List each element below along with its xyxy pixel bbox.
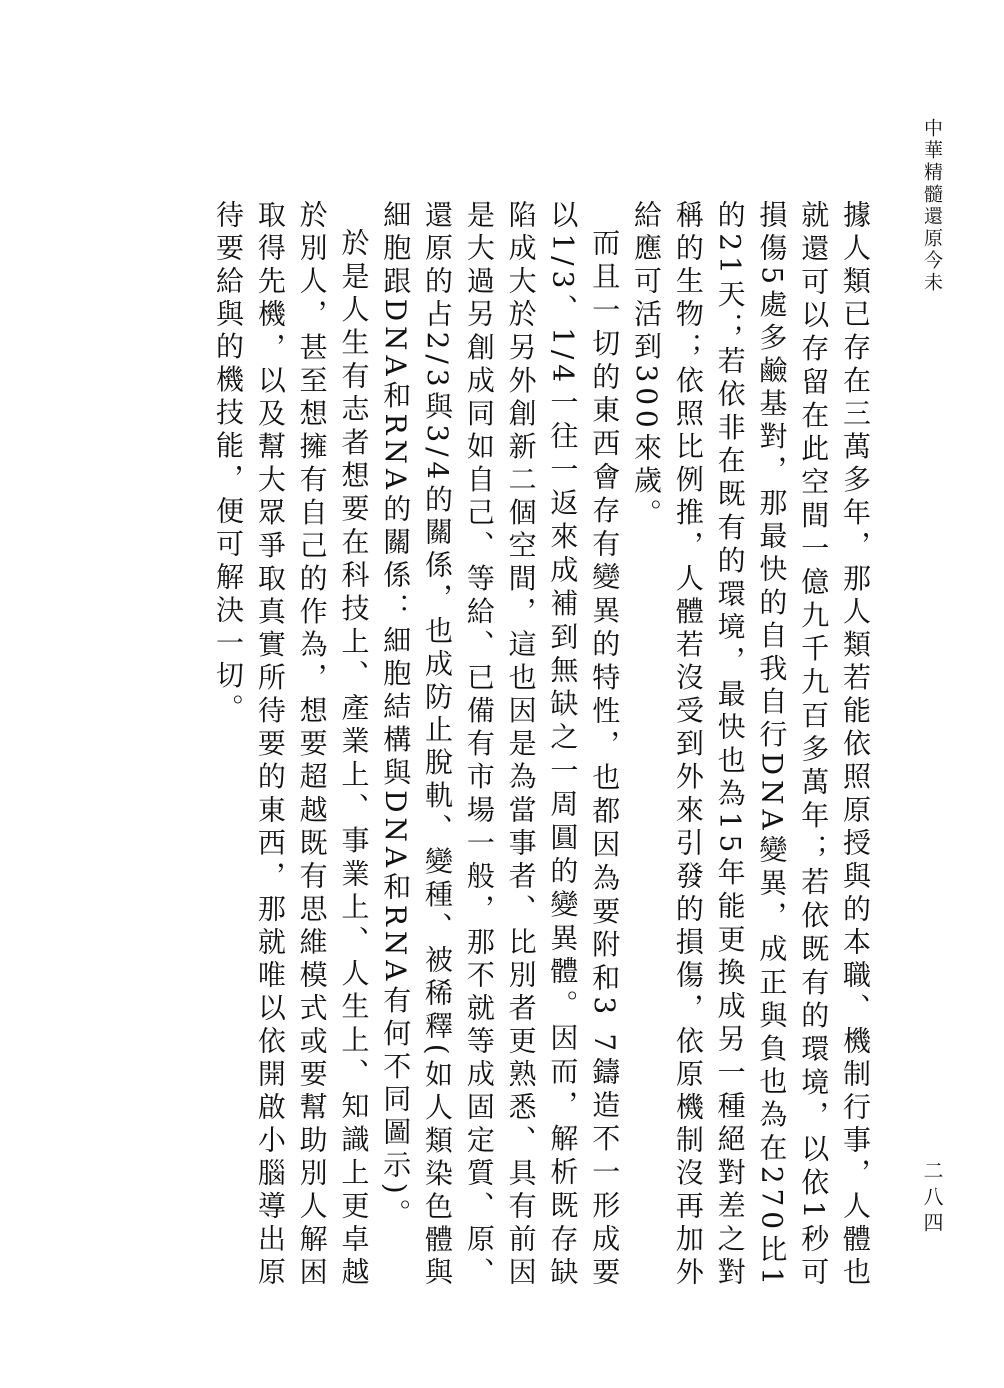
body-text xyxy=(176,200,876,1290)
paragraph: 據人類已存在三萬多年，那人類若能依照原授與的本職、機制行事，人體也就還可以存留在此空間一億九千九百多萬年；若依既有的環境，以依1秒可損傷5處多鹼基對，那最快的自我自行DNA變異，成正與負也為在270比1的21天；若依非在既有的環境，最快也為15年能更換成另一種絕對差之對稱的生物；依照比例推，人體若沒受到外來引發的損傷，依原機制沒再加外給應可活到300來歲。 xyxy=(630,200,872,1290)
page-number: 二八四 xyxy=(920,1160,944,1238)
book-title: 中華精髓還原今未 xyxy=(921,118,943,294)
paragraph: 而且一切的東西會存有變異的特性，也都因為要附和3 7鑄造不一形成要以1/3、1/4一往一返來成補到無缺之一周圓的變異體。因而，解析既存缺陷成大於另外創新二個空間，這也因是為當事者、比別者更熟悉、具有前因是大過另創成同如自己、等給、已備有市場一般，那不就等成固定質、原、還原的占2/3與3/4的關係，也成防止脫軌、變種、被稀釋(如人類染色體與細胞跟DNA和RNA的關係：細胞結構與DNA和RNA有何不同圖示)。 xyxy=(379,200,622,1290)
paragraph: 於是人生有志者想要在科技上、產業上、事業上、人生上、知識上更卓越於別人，甚至想擁有自己的作為，想要超越既有思維模式或要幫助別人解困取得先機，以及幫大眾爭取真實所待要的東西，那就唯以依開啟小腦導出原待要給與的機技能，便可解決一切。 xyxy=(212,200,371,1290)
